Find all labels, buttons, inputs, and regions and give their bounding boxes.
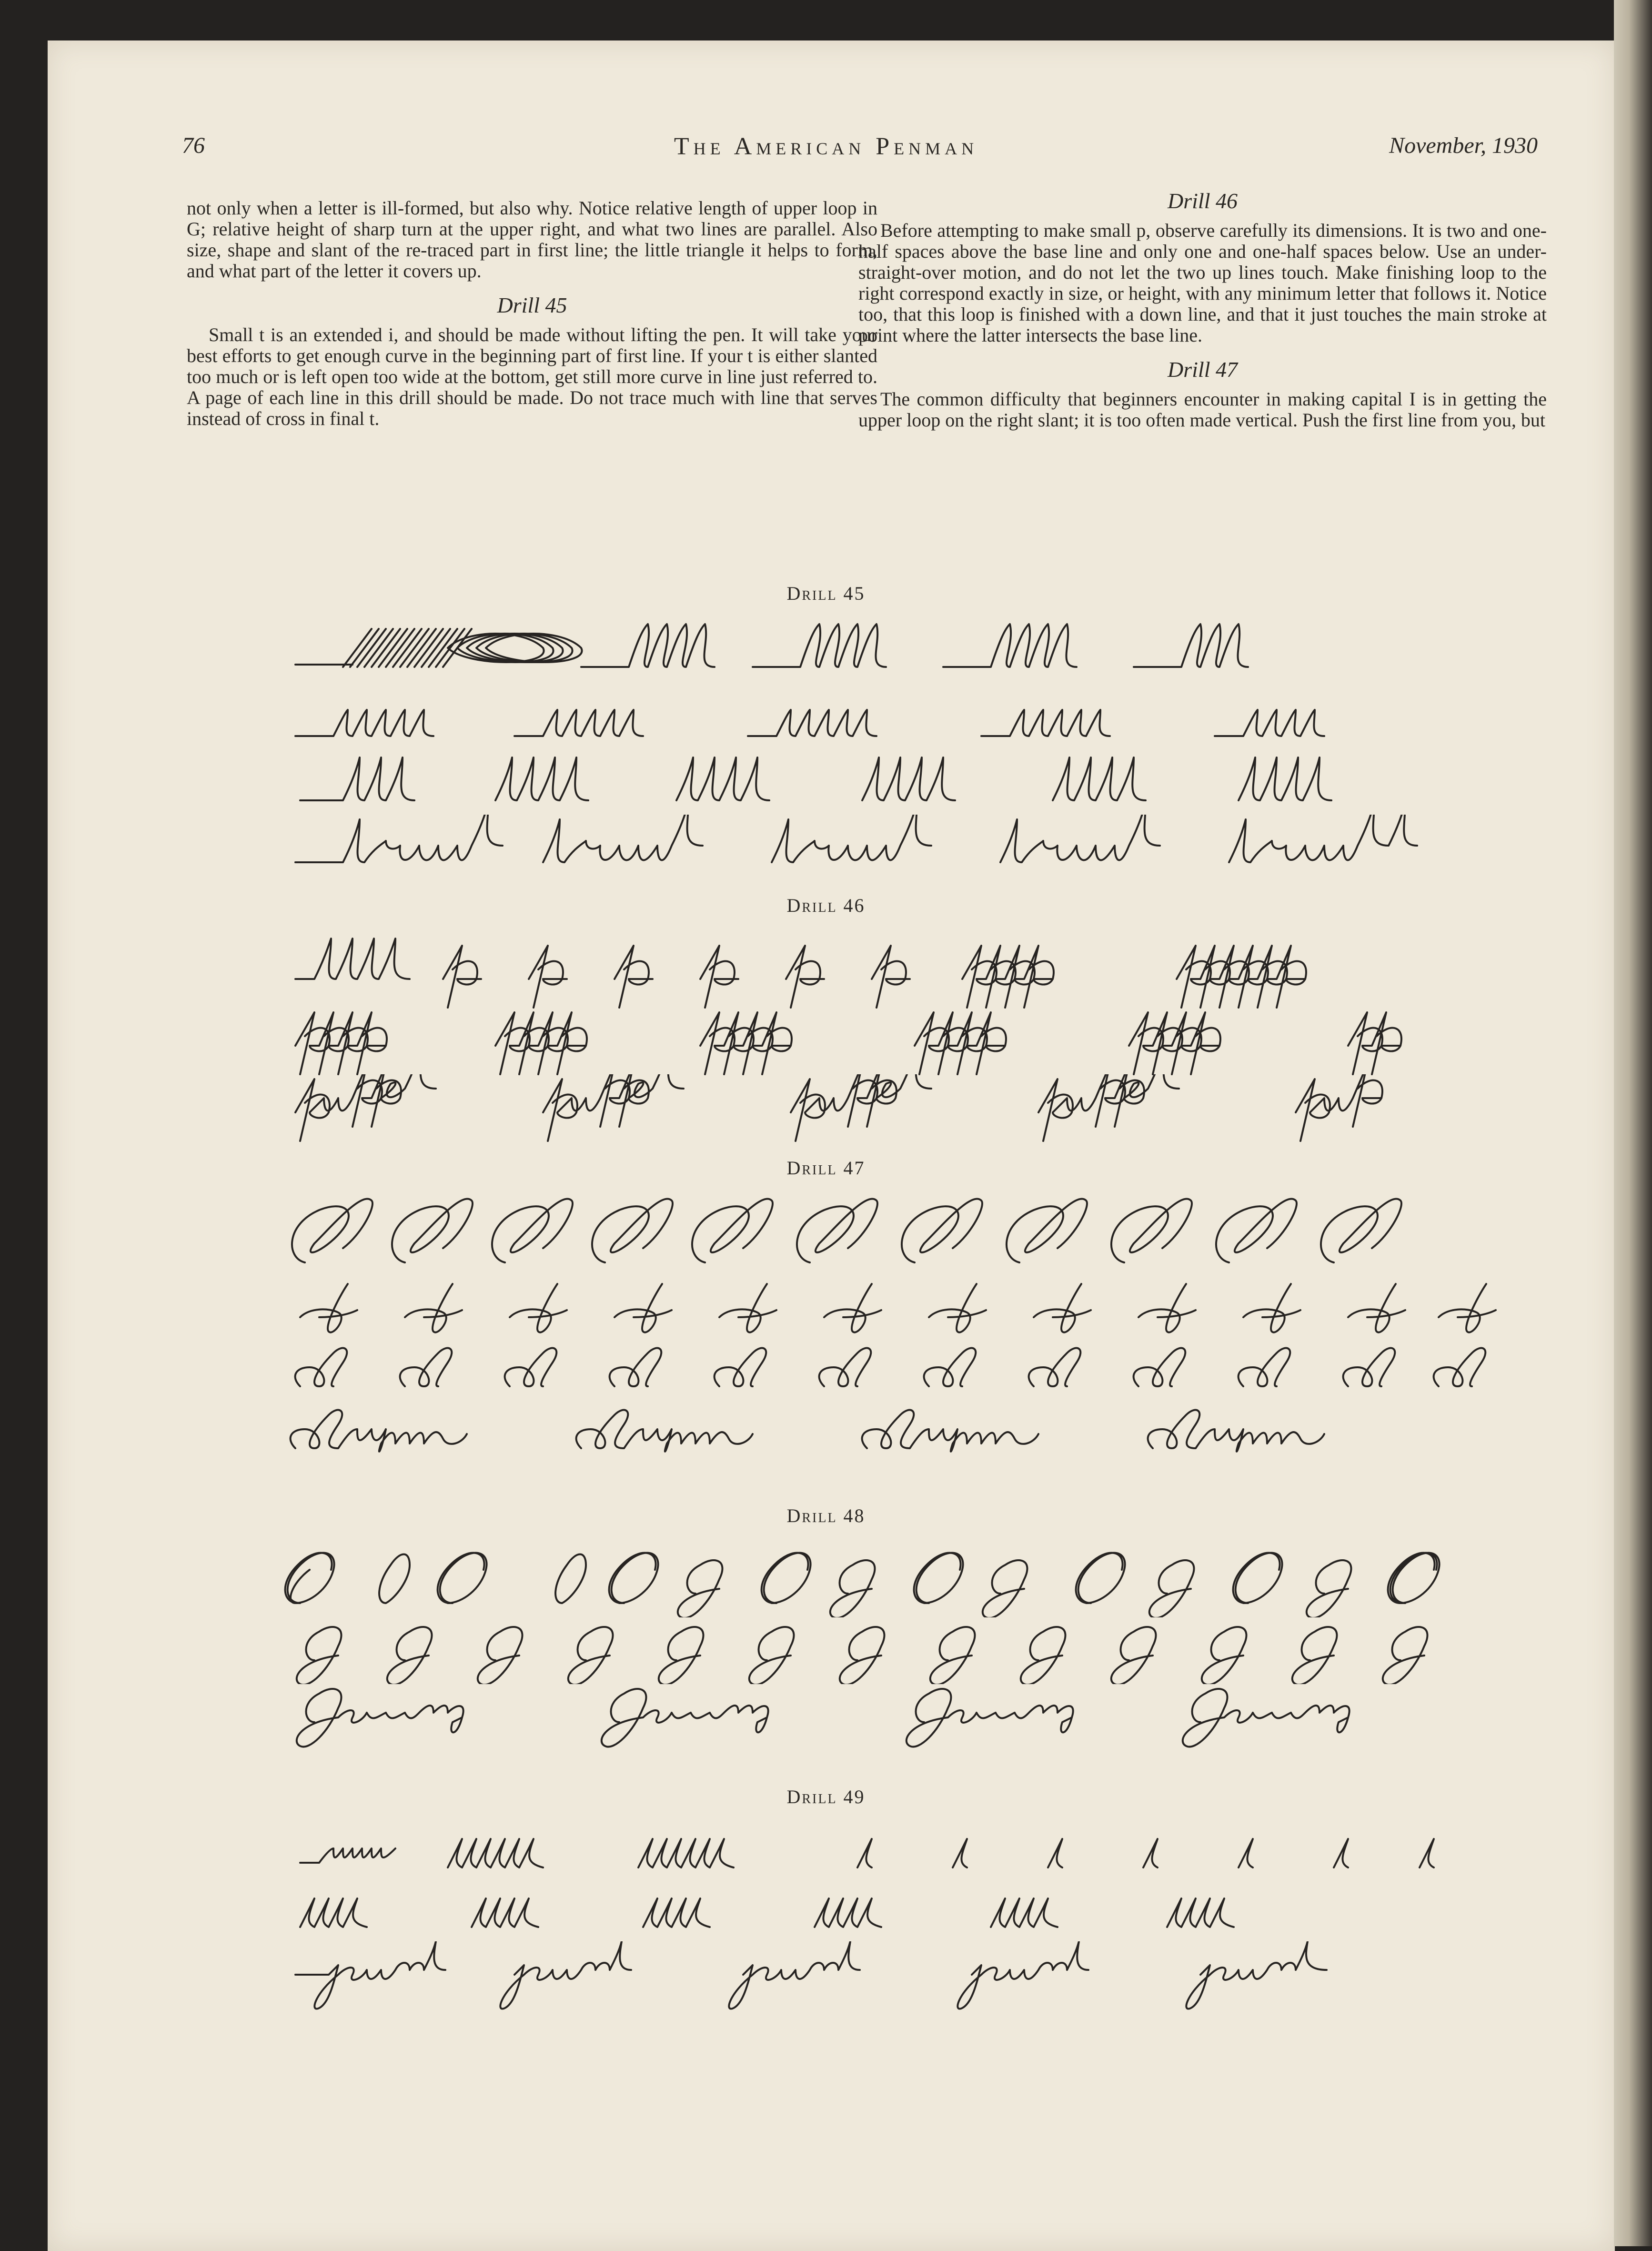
drill-46-line-2: [248, 1008, 1501, 1079]
drill-49-label: Drill 49: [786, 1786, 866, 1807]
drill-49-line-3: [248, 1941, 1501, 2013]
drill-45-line-4: [248, 815, 1501, 877]
drill-48-line-2: [248, 1617, 1501, 1684]
drill-47-line-2: [248, 1274, 1501, 1336]
drill-49-line-2: [248, 1884, 1501, 1946]
handwriting-word-trout: [248, 815, 1501, 877]
handwriting-ovals-and-loops: [248, 619, 1501, 681]
drill-47-line-4: [248, 1401, 1501, 1467]
drill-47-instructions: The common difficulty that beginners encounter in making capital I is in getting the upper loop on the right slant; it is too often made vertical. Push the first line from you, but: [858, 388, 1547, 431]
drill-48-line-1: [248, 1546, 1501, 1617]
drill-45-instructions: Small t is an extended i, and should be made without lifting the pen. It will take your best efforts to get enough curve in the beginning part of first line. If your t is either slanted too much or is left open too wide at the bottom, get still more curve in line just referred to. A page of each line in this drill should be made. Do not trace much with line that serves instead of cross in final t.: [187, 324, 877, 429]
handwriting-small-t: [248, 753, 1501, 815]
right-text-column: [858, 191, 1547, 431]
drill-46-label: Drill 46: [786, 895, 866, 916]
left-text-column: [187, 198, 877, 429]
drill-45-line-3: [248, 753, 1501, 815]
handwriting-capital-loops: [248, 1196, 1501, 1277]
book-spine-edge: [1614, 0, 1652, 2246]
drill-48-label: Drill 48: [786, 1505, 866, 1526]
running-title: The American Penman: [674, 133, 978, 160]
drill-45-heading: Drill 45: [497, 293, 567, 317]
drill-47-line-3: [248, 1339, 1501, 1401]
page-header: [0, 132, 1652, 171]
drill-48-line-3: [248, 1684, 1501, 1751]
handwriting-small-u-and-j: [248, 1825, 1501, 1887]
issue-date: November, 1930: [1389, 133, 1538, 158]
handwriting-small-i: [248, 688, 1501, 750]
handwriting-small-j-groups: [248, 1884, 1501, 1946]
handwriting-word-puppet: [248, 1074, 1501, 1146]
handwriting-capital-i-strokes: [248, 1274, 1501, 1336]
drill-45-line-2: [248, 688, 1501, 750]
drill-49-line-1: [248, 1825, 1501, 1887]
drill-47-heading: Drill 47: [1168, 357, 1238, 382]
handwriting-small-p-groups: [248, 1008, 1501, 1079]
page-number: 76: [182, 133, 205, 158]
handwriting-word-inquire: [248, 1401, 1501, 1467]
handwriting-capital-i: [248, 1339, 1501, 1401]
handwriting-word-jarring: [248, 1684, 1501, 1751]
handwriting-small-p: [248, 936, 1501, 1012]
drill-46-instructions: Before attempting to make small p, observe carefully its dimensions. It is two and one-half spaces above the base line and only one and one-half spaces below. Use an under-straight-over motion, and do not let the two up lines touch. Make finishing loop to the right correspond exactly in size, or height, with any minimum letter that follows it. Notice too, that this loop is finished with a down line, and that it just touches the main stroke at point where the latter intersects the base line.: [858, 220, 1547, 346]
drill-47-line-1: [248, 1196, 1501, 1277]
drill-46-line-1: [248, 936, 1501, 1012]
drill-47-label: Drill 47: [786, 1157, 866, 1179]
handwriting-word-jaunt: [248, 1941, 1501, 2013]
drill-45-label: Drill 45: [786, 583, 866, 604]
handwriting-capital-o-and-j: [248, 1546, 1501, 1617]
drill-45-line-1: [248, 619, 1501, 681]
drill-46-heading: Drill 46: [1168, 189, 1238, 213]
handwriting-capital-j: [248, 1617, 1501, 1684]
continued-paragraph: not only when a letter is ill-formed, but also why. Notice relative length of upper loop in G; relative height of sharp turn at the upper right, and what two lines are parallel. Also size, shape and slant of the re-traced part in first line; the little triangle it helps to form, and what part of the letter it covers up.: [187, 197, 877, 282]
drill-46-line-3: [248, 1074, 1501, 1146]
